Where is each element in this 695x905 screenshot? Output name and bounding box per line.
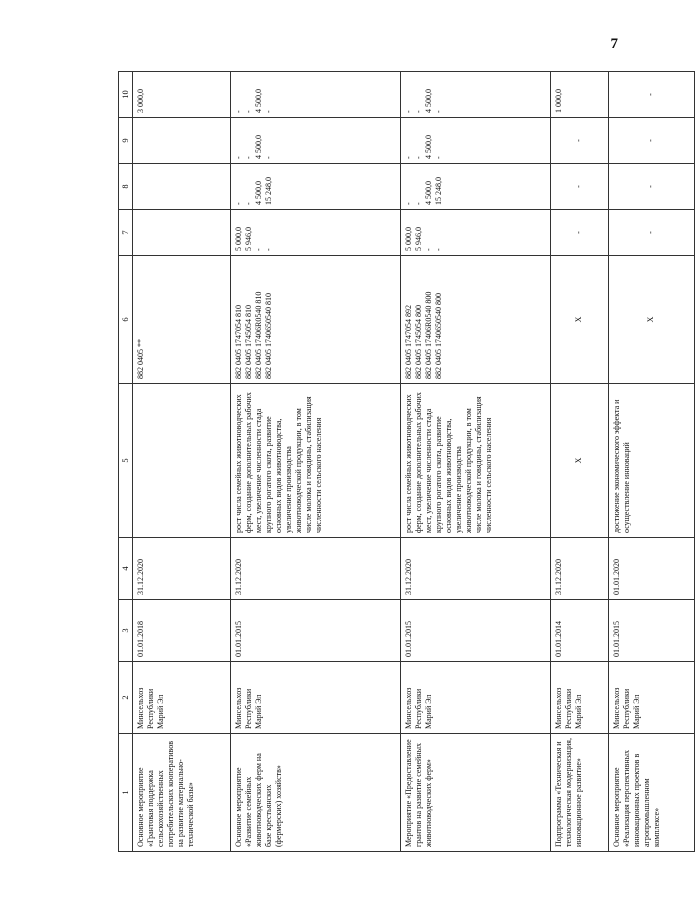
year-2016-cell xyxy=(400,210,550,256)
end-date-cell: 31.12.2020 xyxy=(550,538,608,600)
executor-cell: Минсельхоз Республики Марий Эл xyxy=(608,662,694,734)
cell-line: 882 0405 1747054 892 xyxy=(403,305,413,379)
year-2019-cell xyxy=(132,72,230,118)
cell-line: 882 0405 1745054 810 xyxy=(243,305,253,379)
year-2017-cell xyxy=(132,164,230,210)
year-2019-cell xyxy=(400,72,550,118)
cell-line: - xyxy=(646,231,656,234)
cell-line: 882 0405 1740650540 800 xyxy=(433,293,443,379)
cell-line: 5 000,0 xyxy=(233,227,243,251)
year-2017-cell xyxy=(608,164,694,210)
cell-line: - xyxy=(233,110,243,113)
start-date-cell: 01.01.2018 xyxy=(132,600,230,662)
cell-line: - xyxy=(263,156,273,159)
cell-line: - xyxy=(403,110,413,113)
column-number: 7 xyxy=(119,210,133,256)
cell-line: - xyxy=(413,110,423,113)
year-2018-cell xyxy=(230,118,400,164)
cell-line xyxy=(136,214,146,251)
cell-line: - xyxy=(646,93,656,96)
expected-result-cell xyxy=(132,384,230,538)
table-body xyxy=(132,72,694,852)
cell-line: 882 0405 1740650540 810 xyxy=(263,293,273,379)
budget-code-cell xyxy=(550,256,608,384)
column-number: 3 xyxy=(119,600,133,662)
cell-line: 882 0405 1745054 800 xyxy=(413,305,423,379)
executor-cell: Минсельхоз Республики Марий Эл xyxy=(550,662,608,734)
cell-line: - xyxy=(263,248,273,251)
cell-line: - xyxy=(423,248,433,251)
table-row xyxy=(608,72,694,852)
column-number: 5 xyxy=(119,384,133,538)
program-table xyxy=(118,71,695,852)
year-2019-cell xyxy=(230,72,400,118)
budget-code-cell xyxy=(608,256,694,384)
cell-line: 5 000,0 xyxy=(403,227,413,251)
cell-line: 882 0405 ** xyxy=(135,339,145,379)
event-name-cell: Мероприятие «Предоставление грантов на развитие семейных животноводческих ферм» xyxy=(400,734,550,852)
year-2016-cell xyxy=(230,210,400,256)
cell-line: 5 946,0 xyxy=(243,227,253,251)
year-2017-cell xyxy=(230,164,400,210)
year-2017-cell xyxy=(550,164,608,210)
cell-line: X xyxy=(574,316,584,323)
cell-line: 882 0405 1747054 810 xyxy=(233,305,243,379)
year-2016-cell xyxy=(550,210,608,256)
cell-line: 882 0405 17406R0540 810 xyxy=(253,291,263,379)
page-number: 7 xyxy=(610,36,618,52)
cell-line: - xyxy=(574,185,584,188)
end-date-cell: 31.12.2020 xyxy=(400,538,550,600)
table-row xyxy=(230,72,400,852)
year-2018-cell xyxy=(400,118,550,164)
column-number: 8 xyxy=(119,164,133,210)
cell-line: - xyxy=(403,156,413,159)
start-date-cell: 01.01.2015 xyxy=(230,600,400,662)
cell-line: 1 000,0 xyxy=(553,89,563,113)
table-row xyxy=(132,72,230,852)
executor-cell: Минсельхоз Республики Марий Эл xyxy=(230,662,400,734)
cell-line: - xyxy=(263,110,273,113)
cell-line xyxy=(136,122,146,159)
year-2017-cell xyxy=(400,164,550,210)
cell-line: - xyxy=(413,156,423,159)
column-number: 1 xyxy=(119,734,133,852)
event-name-cell: Основное мероприятие «Развитие семейных животноводческих ферм на базе крестьянских (фермерских) хозяйств» xyxy=(230,734,400,852)
end-date-cell: 31.12.2020 xyxy=(230,538,400,600)
cell-line: 4 500,0 xyxy=(423,181,433,205)
cell-line: - xyxy=(413,202,423,205)
column-number: 6 xyxy=(119,256,133,384)
cell-line: 4 500,0 xyxy=(253,181,263,205)
cell-line: 4 500,0 xyxy=(253,89,263,113)
cell-line: - xyxy=(243,202,253,205)
event-name-cell: Основное мероприятие «Грантовая поддержка сельскохозяйственных потребительских кооперативов на развитие материально-технической базы» xyxy=(132,734,230,852)
event-name-cell: Основное мероприятие «Реализация перспективных инновационных проектов в агропромышленном комплексе» xyxy=(608,734,694,852)
budget-code-cell xyxy=(230,256,400,384)
table-row xyxy=(550,72,608,852)
cell-line: - xyxy=(433,156,443,159)
year-2016-cell xyxy=(608,210,694,256)
cell-line: - xyxy=(574,231,584,234)
cell-line: X xyxy=(646,316,656,323)
year-2018-cell xyxy=(550,118,608,164)
expected-result-cell: достижение экономического эффекта и осуществление инноваций xyxy=(608,384,694,538)
rotated-table-container xyxy=(118,72,661,852)
event-name-cell: Подпрограмма «Техническая и технологическая модернизация, инновационное развитие» xyxy=(550,734,608,852)
cell-line: - xyxy=(403,202,413,205)
column-number: 10 xyxy=(119,72,133,118)
cell-line: - xyxy=(233,202,243,205)
year-2019-cell xyxy=(550,72,608,118)
executor-cell: Минсельхоз Республики Марий Эл xyxy=(400,662,550,734)
table-row xyxy=(400,72,550,852)
cell-line: - xyxy=(646,139,656,142)
budget-code-cell xyxy=(132,256,230,384)
cell-line: - xyxy=(433,110,443,113)
column-number-row xyxy=(119,72,133,852)
cell-line: 5 946,0 xyxy=(413,227,423,251)
cell-line: 4 500,0 xyxy=(253,135,263,159)
expected-result-cell: рост числа семейных животноводческих ферм, создание дополнительных рабочих мест, увеличение численности стада крупного рогатого скота, развитие основных видов животноводства, увеличение производства животноводческой продукции, в том числе молока и говядины, стабилизация численности сельского населения xyxy=(230,384,400,538)
cell-line: - xyxy=(253,248,263,251)
year-2019-cell xyxy=(608,72,694,118)
cell-line xyxy=(136,168,146,205)
cell-line: 15 248,0 xyxy=(263,177,273,205)
column-number: 9 xyxy=(119,118,133,164)
expected-result-cell: рост числа семейных животноводческих ферм, создание дополнительных рабочих мест, увеличение численности стада крупного рогатого скота, развитие основных видов животноводства, увеличение производства животноводческой продукции, в том числе молока и говядины, стабилизация численности сельского населения xyxy=(400,384,550,538)
start-date-cell: 01.01.2015 xyxy=(400,600,550,662)
cell-line: - xyxy=(233,156,243,159)
budget-code-cell xyxy=(400,256,550,384)
cell-line: - xyxy=(574,139,584,142)
column-number: 4 xyxy=(119,538,133,600)
end-date-cell: 31.12.2020 xyxy=(132,538,230,600)
cell-line: 882 0405 17406R0540 800 xyxy=(423,291,433,379)
executor-cell: Минсельхоз Республики Марий Эл xyxy=(132,662,230,734)
cell-line: 4 500,0 xyxy=(423,135,433,159)
column-number: 2 xyxy=(119,662,133,734)
end-date-cell: 01.01.2020 xyxy=(608,538,694,600)
cell-line: - xyxy=(646,185,656,188)
cell-line: 3 000,0 xyxy=(135,89,145,113)
cell-line: 15 248,0 xyxy=(433,177,443,205)
cell-line: - xyxy=(243,156,253,159)
year-2018-cell xyxy=(132,118,230,164)
year-2016-cell xyxy=(132,210,230,256)
start-date-cell: 01.01.2014 xyxy=(550,600,608,662)
year-2018-cell xyxy=(608,118,694,164)
start-date-cell: 01.01.2015 xyxy=(608,600,694,662)
cell-line: 4 500,0 xyxy=(423,89,433,113)
cell-line: - xyxy=(243,110,253,113)
cell-line: - xyxy=(433,248,443,251)
expected-result-cell: X xyxy=(550,384,608,538)
